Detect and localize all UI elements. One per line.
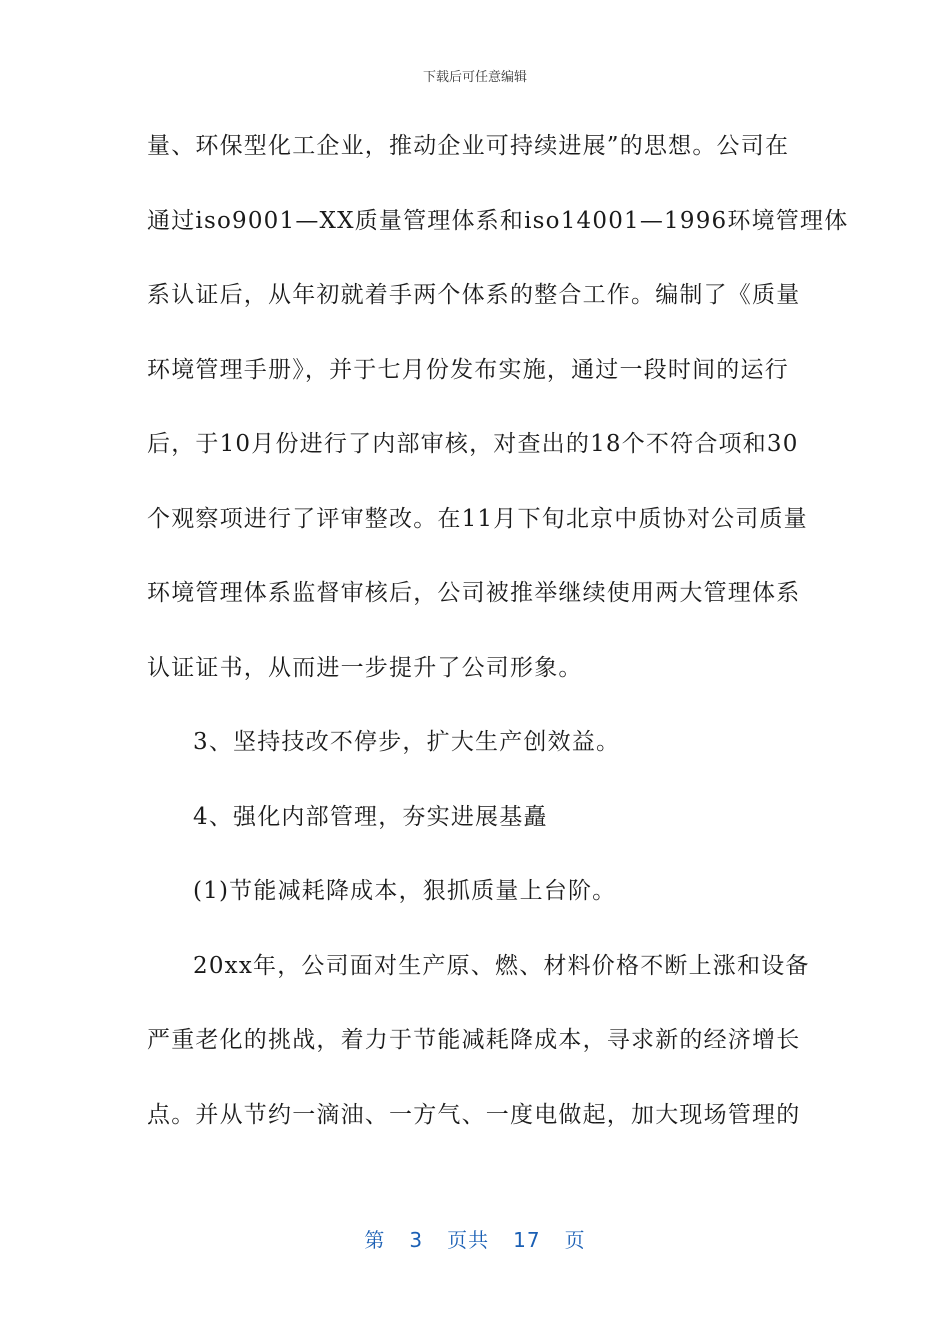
text-line: 后，于10月份进行了内部审核，对查出的18个不符合项和30 bbox=[147, 431, 799, 457]
text-line: 环境管理手册》，并于七月份发布实施，通过一段时间的运行 bbox=[147, 356, 789, 383]
page-header-note: 下载后可任意编辑 bbox=[422, 70, 527, 85]
section-heading: 4、强化内部管理，夯实进展基矗 bbox=[193, 803, 548, 830]
section-heading: 3、坚持技改不停步，扩大生产创效益。 bbox=[193, 729, 621, 755]
footer-suffix: 页 bbox=[564, 1228, 586, 1252]
text-line: 环境管理体系监督审核后，公司被推举继续使用两大管理体系 bbox=[147, 580, 801, 606]
total-pages-number: 17 bbox=[513, 1228, 541, 1252]
text-line: 认证证书，从而进一步提升了公司形象。 bbox=[147, 654, 583, 681]
text-line: 严重老化的挑战，着力于节能减耗降成本，寻求新的经济增长 bbox=[147, 1027, 801, 1053]
text-line: 通过iso9001—XX质量管理体系和iso14001—1996环境管理体 bbox=[147, 207, 849, 234]
subsection-heading: (1)节能减耗降成本，狠抓质量上台阶。 bbox=[193, 878, 617, 904]
footer-middle: 页共 bbox=[447, 1228, 490, 1252]
current-page-number: 3 bbox=[409, 1228, 424, 1252]
document-body bbox=[147, 120, 849, 1163]
text-line: 系认证后，从年初就着手两个体系的整合工作。编制了《质量 bbox=[147, 282, 801, 308]
text-line: 量、环保型化工企业，推动企业可持续进展”的思想。公司在 bbox=[147, 133, 790, 159]
text-line: 个观察项进行了评审整改。在11月下旬北京中质协对公司质量 bbox=[147, 505, 808, 532]
footer-prefix: 第 bbox=[364, 1228, 386, 1252]
paragraph-start-line: 20xx年，公司面对生产原、燃、材料价格不断上涨和设备 bbox=[193, 952, 810, 979]
text-line: 点。并从节约一滴油、一方气、一度电做起，加大现场管理的 bbox=[147, 1101, 801, 1128]
page-number-footer bbox=[0, 1224, 950, 1253]
